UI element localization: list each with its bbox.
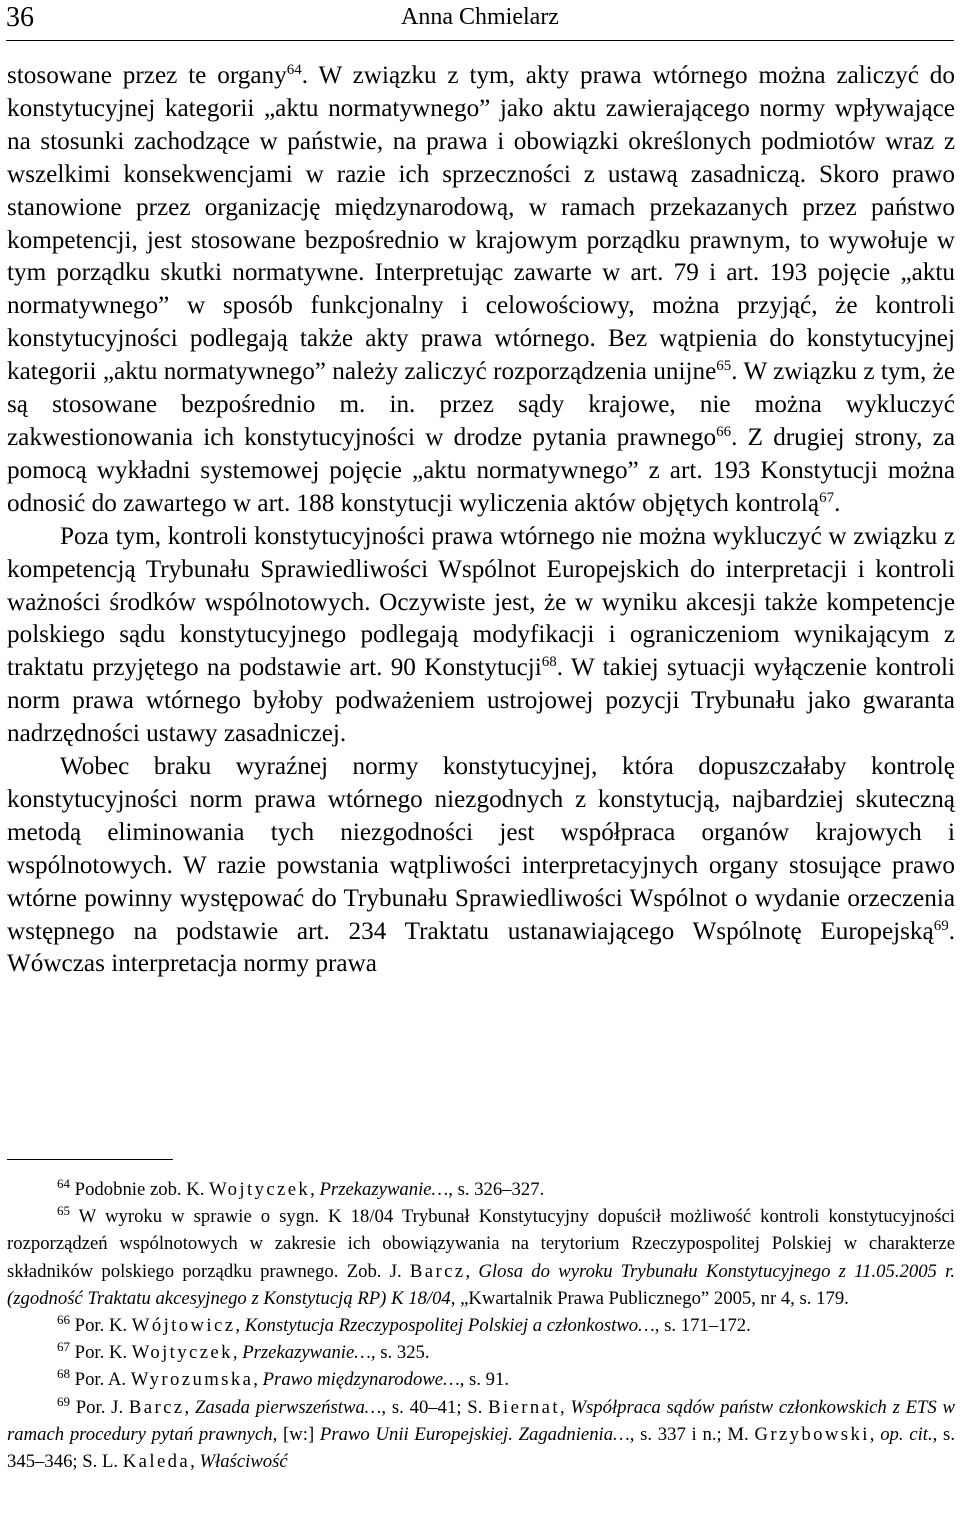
footnote-number: 68: [57, 1366, 70, 1382]
footnote-separator: [7, 1159, 173, 1160]
footnote-ref-65[interactable]: 65: [716, 358, 732, 375]
work-title: Prawo Unii Europejskiej. Zagadnienia…: [319, 1423, 630, 1445]
work-title: Przekazywanie…: [319, 1179, 449, 1200]
footnote-68: $^{68}$ Por. A. Wyrozumska, Prawo międzynarodowe…, s. 91.: [57, 1366, 510, 1391]
footnote-65: $^{65}$ W wyroku w sprawie o sygn. K 18/04 Trybunał Konstytucyjny dopuścił możliwość kontroli konstytucyjności rozporządzeń wspólnotowych w zakresie ich obowiązywania na terytorium Rzeczypospolitej Polskiej w charakterze składników polskiego porządku prawnego. Zob. J. Barcz, Glosa do wyroku Trybunału Konstytucyjnego z 11.05.2005 r. (zgodność Traktatu akcesyjnego z Konstytucją RP) K 18/04, „Kwartalnik Prawa Publicznego” 2005, nr 4, s. 179.: [7, 1203, 955, 1309]
work-title: Glosa do wyroku Trybunału Konstytucyjnego z 11.05.2005 r. (zgodność Traktatu akcesyjnego z Konstytucją RP) K 18/04: [7, 1260, 955, 1309]
footnote-ref-66[interactable]: 66: [716, 423, 732, 440]
footnote-ref-67[interactable]: 67: [819, 489, 835, 506]
footnote-number: 66: [57, 1312, 70, 1328]
author-name: Wojtyczek: [131, 1342, 233, 1364]
paragraph-3: Wobec braku wyraźnej normy konstytucyjnej, która dopuszczałaby kontrolę konstytucyjności norm prawa wtórnego niezgodnych z konstytucją, najbardziej skuteczną metodą eliminowania tych niezgodności jest współpraca organów krajowych i wspólnotowych. W razie powstania wątpliwości interpretacyjnych organy stosujące prawo wtórne powinny występować do Trybunału Sprawiedliwości Wspólnot o wydanie orzeczenia wstępnego na podstawie art. 234 Traktatu ustanawiającego Wspólnotę Europejską$^{69}$. Wówczas interpretacja normy prawa: [7, 753, 955, 978]
footnote-64: $^{64}$ Podobnie zob. K. Wojtyczek, Przekazywanie…, s. 326–327.: [57, 1176, 545, 1200]
footnote-number: 65: [57, 1203, 70, 1219]
page-header: [0, 0, 960, 44]
author-name: Kaleda: [122, 1451, 191, 1473]
author-name: Barcz: [128, 1396, 185, 1418]
author-name: Barcz: [409, 1260, 466, 1282]
footnote-ref-69[interactable]: 69: [933, 917, 949, 934]
footnote-66: $^{66}$ Por. K. Wójtowicz, Konstytucja Rzeczypospolitej Polskiej a członkostwo…, s. 171–172.: [57, 1312, 751, 1337]
paragraph-1: stosowane przez te organy$^{64}$. W związku z tym, akty prawa wtórnego można zaliczyć do konstytucyjnej kategorii „aktu normatywnego” jako aktu zawierającego normy wpływające na stosunki zachodzące w państwie, na prawa i obowiązki określonych podmiotów wraz z wszelkimi konsekwencjami w razie ich sprzeczności z ustawą zasadniczą. Skoro prawo stanowione przez organizację międzynarodową, w ramach przekazanych przez państwo kompetencji, jest stosowane bezpośrednio w krajowym porządku prawnym, to wywołuje w tym porządku skutki normatywne. Interpretując zawarte w art. 79 i art. 193 pojęcie „aktu normatywnego” w sposób funkcjonalny i celowościowy, można przyjąć, że kontroli konstytucyjności podlegają także akty prawa wtórnego. Bez wątpienia do konstytucyjnej kategorii „aktu normatywnego” należy zaliczyć rozporządzenia unijne$^{65}$. W związku z tym, że są stosowane bezpośrednio m. in. przez sądy krajowe, nie można wykluczyć zakwestionowania ich konstytucyjności w drodze pytania prawnego$^{66}$. Z drugiej strony, za pomocą wykładni systemowej pojęcie „aktu normatywnego” z art. 193 Konstytucji można odnosić do zawartego w art. 188 konstytucji wyliczenia aktów objętych kontrolą$^{67}$.: [7, 62, 955, 517]
footnote-69: $^{69}$ Por. J. Barcz, Zasada pierwszeństwa…, s. 40–41; S. Biernat, Współpraca sądów państw członkowskich z ETS w ramach procedury pytań prawnych, [w:] Prawo Unii Europejskiej. Zagadnienia…, s. 337 i n.; M. Grzybowski, op. cit., s. 345–346; S. L. Kaleda, Właściwość: [7, 1393, 956, 1473]
author-name: Biernat: [488, 1396, 560, 1418]
work-title: op. cit.: [880, 1423, 933, 1445]
footnote-number: 69: [57, 1393, 70, 1409]
author-name: Grzybowski: [754, 1423, 870, 1445]
work-title: Właściwość: [199, 1451, 288, 1473]
author-name: Wojtyczek: [209, 1179, 311, 1200]
author-name: Wójtowicz: [131, 1315, 236, 1337]
page-number: 36: [6, 2, 34, 33]
footnote-number: 64: [57, 1176, 70, 1191]
work-title: Zasada pierwszeństwa…: [194, 1396, 382, 1418]
paragraph-2: Poza tym, kontroli konstytucyjności prawa wtórnego nie można wykluczyć w związku z kompetencją Trybunału Sprawiedliwości Wspólnot Europejskich do interpretacji i kontroli ważności środków wspólnotowych. Oczywiste jest, że w wyniku akcesji także kompetencje polskiego sądu konstytucyjnego podlegają modyfikacji i ograniczeniom wynikającym z traktatu przyjętego na podstawie art. 90 Konstytucji$^{68}$. W takiej sytuacji wyłączenie kontroli norm prawa wtórnego byłoby podważeniem ustrojowej pozycji Trybunału jako gwaranta nadrzędności ustawy zasadniczej.: [7, 522, 955, 748]
running-head: Anna Chmielarz: [401, 4, 559, 30]
footnotes: [7, 1176, 955, 1475]
footnote-number: 67: [57, 1339, 70, 1355]
work-title: Współpraca sądów państw członkowskich z ETS w ramach procedury pytań prawnych: [7, 1396, 956, 1445]
footnote-ref-68[interactable]: 68: [541, 654, 557, 671]
author-name: Wyrozumska: [130, 1369, 254, 1391]
work-title: Prawo międzynarodowe…: [262, 1369, 460, 1391]
header-rule: [6, 40, 954, 41]
footnote-67: $^{67}$ Por. K. Wojtyczek, Przekazywanie…, s. 325.: [57, 1339, 430, 1364]
footnote-ref-64[interactable]: 64: [286, 62, 302, 78]
main-text: [7, 60, 955, 981]
work-title: Przekazywanie…: [242, 1342, 371, 1364]
work-title: Konstytucja Rzeczypospolitej Polskiej a członkostwo…: [244, 1315, 655, 1337]
